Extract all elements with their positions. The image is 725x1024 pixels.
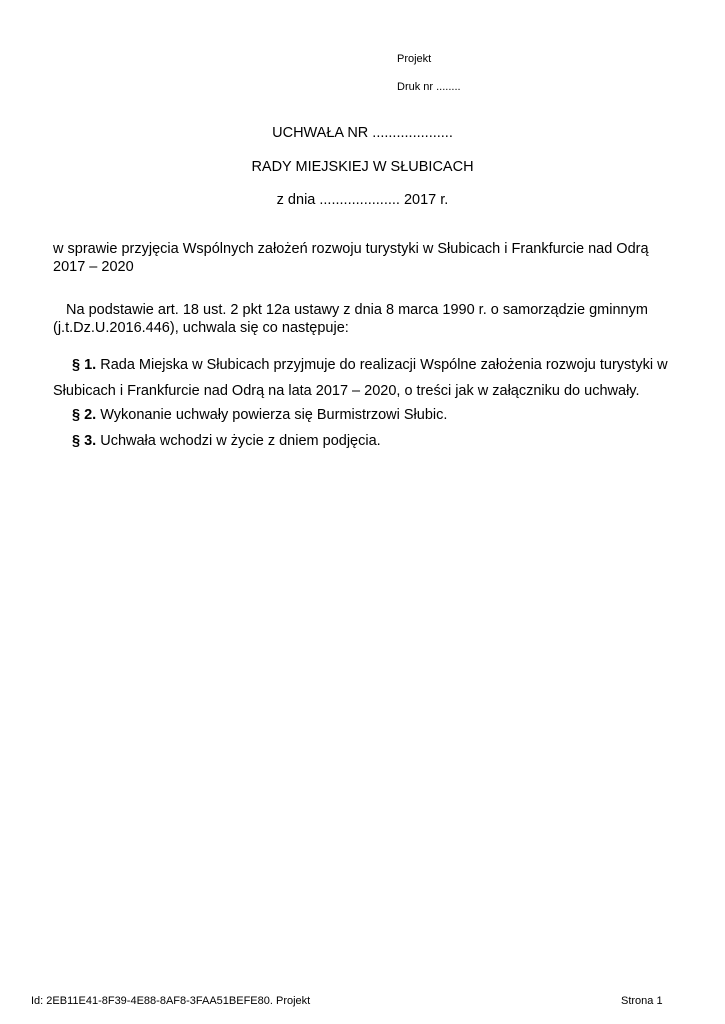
legal-basis-line-2: (j.t.Dz.U.2016.446), uchwala się co następuje: xyxy=(53,320,349,336)
header-projekt: Projekt xyxy=(397,53,432,65)
paragraph-2-text: Wykonanie uchwały powierza się Burmistrzowi Słubic. xyxy=(96,407,448,423)
paragraph-3-text: Uchwała wchodzi w życie z dniem podjęcia. xyxy=(96,433,381,449)
paragraph-2 xyxy=(72,406,447,424)
subject-line-2: 2017 – 2020 xyxy=(53,259,134,275)
resolution-date: z dnia .................... 2017 r. xyxy=(276,192,449,208)
legal-basis-line-1: Na podstawie art. 18 ust. 2 pkt 12a ustawy z dnia 8 marca 1990 r. o samorządzie gminnym xyxy=(66,302,648,318)
footer-document-id: Id: 2EB11E41-8F39-4E88-8AF8-3FAA51BEFE80. Projekt xyxy=(31,995,311,1007)
paragraph-3-mark: § 3. xyxy=(72,433,97,449)
paragraph-1-text: Rada Miejska w Słubicach przyjmuje do realizacji Wspólne założenia rozwoju turystyki w xyxy=(96,357,668,373)
header-druk-nr: Druk nr ........ xyxy=(397,81,461,93)
footer-page-number: Strona 1 xyxy=(621,995,663,1007)
paragraph-1-line-1 xyxy=(72,356,668,374)
resolution-number: UCHWAŁA NR .................... xyxy=(272,125,453,141)
paragraph-1-mark: § 1. xyxy=(72,357,97,373)
council-name: RADY MIEJSKIEJ W SŁUBICACH xyxy=(251,159,474,175)
paragraph-2-mark: § 2. xyxy=(72,407,97,423)
subject-line-1: w sprawie przyjęcia Wspólnych założeń rozwoju turystyki w Słubicach i Frankfurcie nad Odrą xyxy=(53,241,649,257)
paragraph-1-line-2: Słubicach i Frankfurcie nad Odrą na lata 2017 – 2020, o treści jak w załączniku do uchwały. xyxy=(53,383,640,399)
paragraph-3 xyxy=(72,432,381,450)
